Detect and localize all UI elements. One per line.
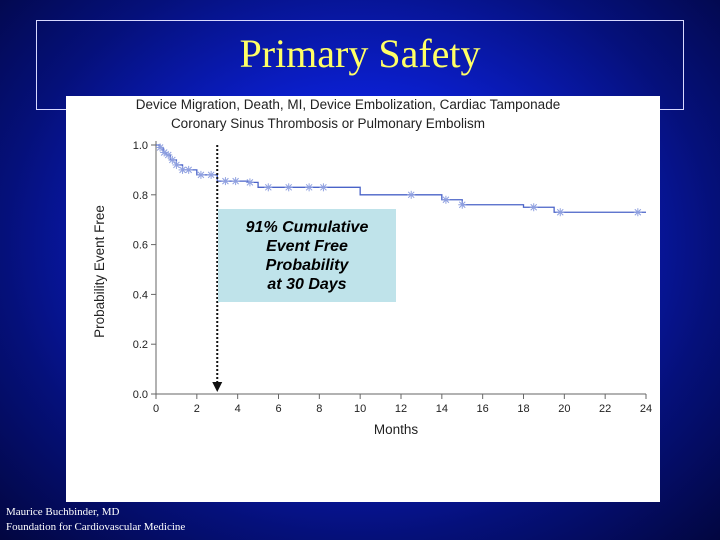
survival-curve-layer xyxy=(156,145,646,212)
censor-mark xyxy=(232,177,240,185)
censor-mark xyxy=(634,208,642,216)
x-tick-label: 16 xyxy=(476,403,489,415)
y-tick-label: 0.0 xyxy=(132,389,148,401)
x-tick-label: 14 xyxy=(435,403,448,415)
x-tick-label: 8 xyxy=(316,403,323,415)
x-tick-label: 4 xyxy=(234,403,241,415)
x-tick-label: 12 xyxy=(394,403,408,415)
y-tick-label: 0.4 xyxy=(132,289,148,302)
y-tick-label: 0.8 xyxy=(132,189,148,202)
censor-mark xyxy=(246,178,254,186)
censor-mark xyxy=(285,183,293,191)
footer-author: Maurice Buchbinder, MD xyxy=(6,506,120,518)
chart-subtitle: Coronary Sinus Thrombosis or Pulmonary Embolism xyxy=(170,116,486,131)
censor-mark xyxy=(172,161,180,169)
chart-title: Device Migration, Death, MI, Device Embolization, Cardiac Tamponade xyxy=(135,97,561,112)
censor-mark xyxy=(264,183,272,191)
x-tick-label: 6 xyxy=(275,403,282,415)
slide-title: Primary Safety xyxy=(239,31,481,76)
censor-mark xyxy=(319,183,327,191)
x-tick-label: 20 xyxy=(558,403,571,415)
censor-marks-layer xyxy=(156,143,642,216)
y-tick-label: 0.6 xyxy=(132,239,148,252)
x-tick-label: 0 xyxy=(152,403,160,415)
censor-mark xyxy=(407,191,415,199)
slide-footer xyxy=(6,505,185,535)
censor-mark xyxy=(221,177,229,185)
x-tick-label: 2 xyxy=(193,403,200,415)
censor-mark xyxy=(442,196,450,204)
callout-box xyxy=(218,209,396,302)
censor-mark xyxy=(185,166,193,174)
y-tick-label: 0.2 xyxy=(132,339,148,352)
survival-step-line xyxy=(156,145,646,212)
censor-mark xyxy=(207,171,215,179)
censor-mark xyxy=(164,151,172,159)
x-tick-label: 18 xyxy=(517,403,530,415)
censor-mark xyxy=(556,208,564,216)
censor-mark xyxy=(530,203,538,211)
x-tick-label: 10 xyxy=(354,403,367,415)
censor-mark xyxy=(168,156,176,164)
censor-mark xyxy=(156,143,164,151)
y-tick-label: 1.0 xyxy=(132,140,148,152)
x-axis-label: Months xyxy=(373,422,419,437)
x-axis-ticks xyxy=(153,394,652,415)
y-axis-ticks xyxy=(133,140,156,401)
callout-line-3: Probability xyxy=(265,256,349,274)
callout-line-2: Event Free xyxy=(266,237,348,255)
annotation-arrow-head xyxy=(212,382,222,392)
callout-line-1: 91% Cumulative xyxy=(245,218,369,236)
x-tick-label: 22 xyxy=(599,403,612,415)
x-tick-label: 24 xyxy=(639,403,653,415)
censor-mark xyxy=(458,201,466,209)
censor-mark xyxy=(305,183,313,191)
callout-line-4: at 30 Days xyxy=(267,275,347,293)
censor-mark xyxy=(197,171,205,179)
y-axis-label: Probability Event Free xyxy=(92,205,107,338)
footer-organization: Foundation for Cardiovascular Medicine xyxy=(6,521,186,533)
